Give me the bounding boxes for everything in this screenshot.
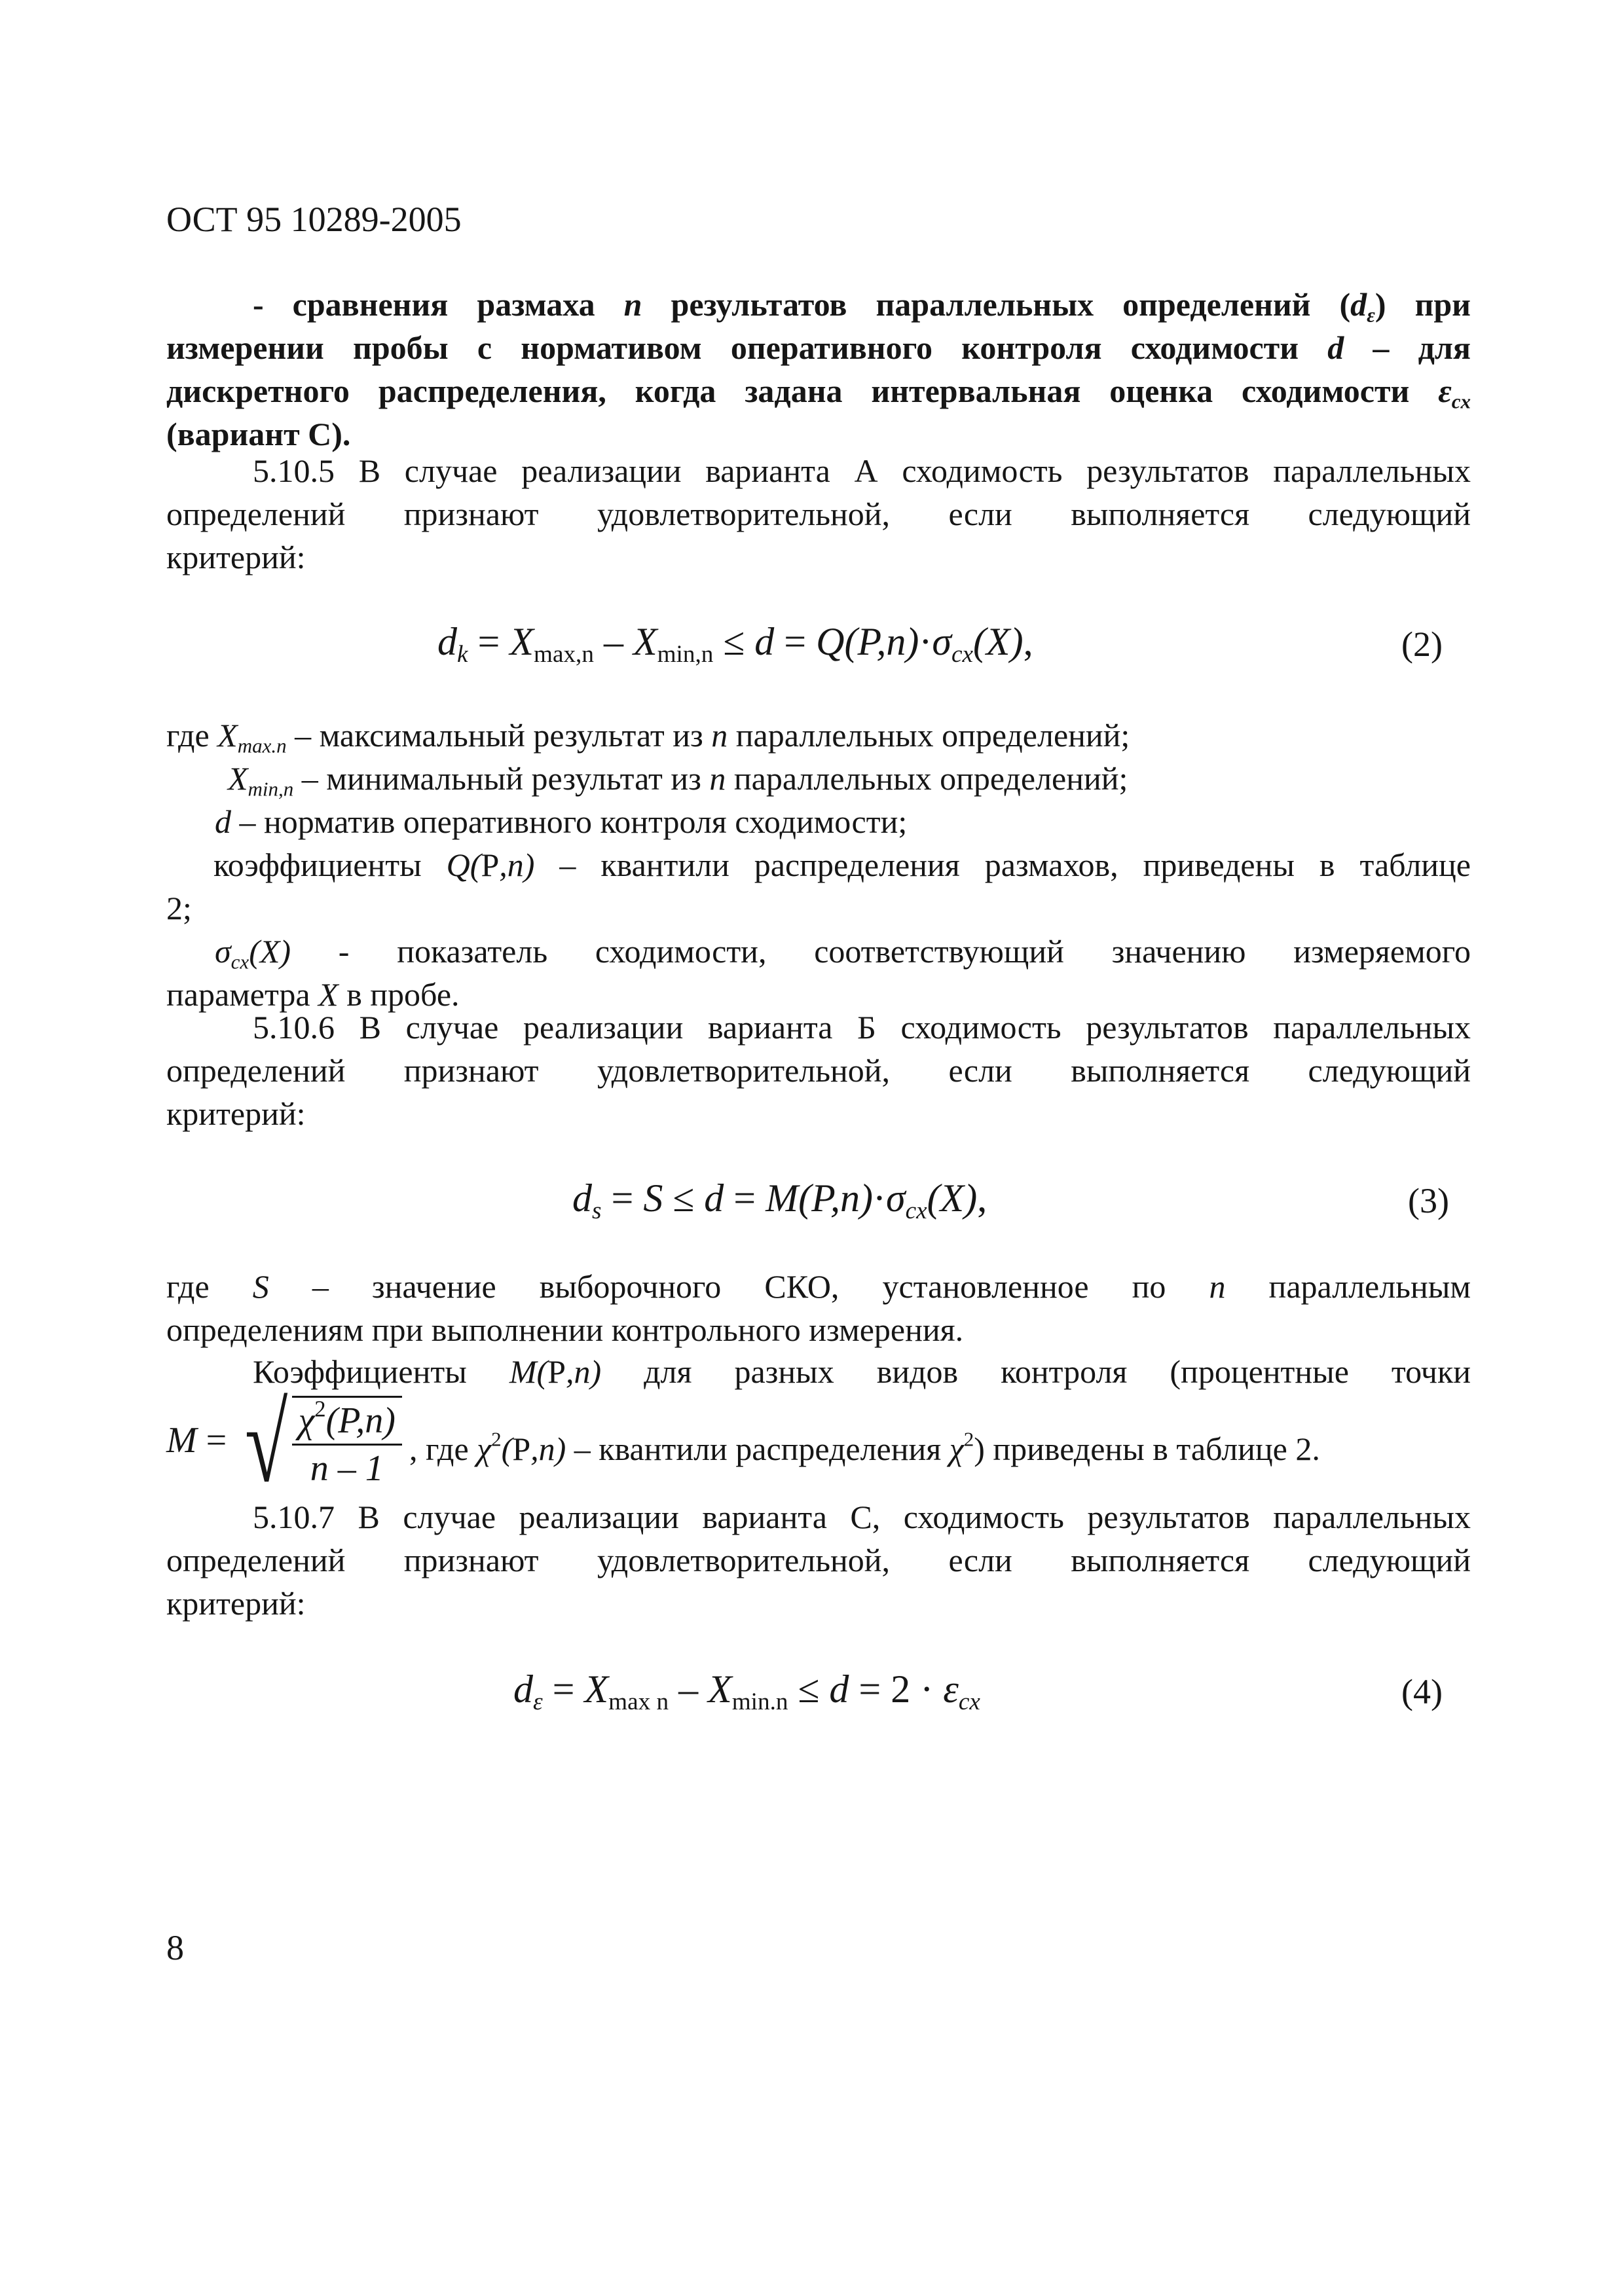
p5105-line-3: критерий: bbox=[166, 539, 306, 575]
formula-2-where bbox=[166, 714, 1471, 1016]
p5107-line-3: критерий: bbox=[166, 1585, 306, 1622]
document-code: ОСТ 95 10289-2005 bbox=[166, 200, 462, 239]
formula-3-where bbox=[166, 1265, 1471, 1351]
p5106-line-2: определений признают удовлетворительной, если выполняется следующий bbox=[166, 1052, 1471, 1089]
intro-line-2: измерении пробы с нормативом оперативного контроля сходимости d – для bbox=[166, 329, 1471, 366]
p5106-line-1: 5.10.6 В случае реализации варианта Б сходимость результатов параллельных bbox=[253, 1009, 1471, 1046]
coef-line-1: Коэффициенты M(P,n) для разных видов контроля (процентные точки bbox=[253, 1353, 1471, 1390]
sqrt-sign-icon: √ bbox=[245, 1382, 288, 1505]
formula-2: $d_k = X_{max,n} - X_{min,n} \le d = Q(P,n)\cdot\sigma_{cx}(X)$, bbox=[437, 620, 1033, 668]
where2-line-3: d – норматив оперативного контроля сходимости; bbox=[215, 803, 908, 840]
intro-line-1: - сравнения размаха n результатов параллельных определений $(d_\varepsilon)$ при bbox=[253, 286, 1471, 327]
p5106-line-3: критерий: bbox=[166, 1095, 306, 1132]
intro-line-3: дискретного распределения, когда задана интервальная оценка сходимости $\varepsilon_{cx}$ bbox=[166, 373, 1471, 413]
paragraph-5-10-6 bbox=[166, 1006, 1471, 1135]
where2-line-6: $\sigma_{cx}(X)$ - показатель сходимости, соответствующий значению измеряемого bbox=[215, 933, 1471, 974]
page-number: 8 bbox=[166, 1928, 184, 1967]
where2-line-1: где $X_{max.n}$ – максимальный результат из n параллельных определений; bbox=[166, 717, 1130, 757]
where3-line-2: определениям при выполнении контрольного измерения. bbox=[166, 1311, 964, 1348]
p5107-line-1: 5.10.7 В случае реализации варианта С, сходимость результатов параллельных bbox=[253, 1499, 1471, 1535]
formula-4-number: (4) bbox=[1401, 1672, 1443, 1711]
where2-line-2: $X_{min,n}$ – минимальный результат из n параллельных определений; bbox=[228, 760, 1128, 801]
formula-m-sqrt: M = √ $\frac{\chi^2(P,n)}{n - 1}$ bbox=[166, 1388, 402, 1499]
paragraph-5-10-5 bbox=[166, 449, 1471, 579]
formula-3-number: (3) bbox=[1408, 1181, 1449, 1220]
formula-2-number: (2) bbox=[1401, 625, 1443, 664]
intro-paragraph bbox=[166, 283, 1471, 456]
formula-4: $d_\varepsilon = X_{max n} - X_{min.n} \le d = 2 \cdot \varepsilon_{cx}$ bbox=[513, 1667, 980, 1716]
coef-line-2: , где $\chi^2(P,n)$ – квантили распределения $\chi^2$) приведены в таблице 2. bbox=[409, 1427, 1320, 1467]
formula-3: $d_s = S \le d = M(P,n)\cdot\sigma_{cx}(X)$, bbox=[572, 1176, 987, 1225]
p5107-line-2: определений признают удовлетворительной, если выполняется следующий bbox=[166, 1542, 1471, 1578]
paragraph-5-10-7 bbox=[166, 1495, 1471, 1625]
where3-line-1: где S – значение выборочного СКО, установленное по n параллельным bbox=[166, 1268, 1471, 1305]
p5105-line-2: определений признают удовлетворительной, если выполняется следующий bbox=[166, 496, 1471, 532]
where2-line-4: коэффициенты Q(P,n) – квантили распределения размахов, приведены в таблице bbox=[213, 847, 1471, 883]
where2-line-7: параметра X в пробе. bbox=[166, 976, 460, 1013]
where2-line-5: 2; bbox=[166, 890, 192, 926]
p5105-line-1: 5.10.5 В случае реализации варианта А сходимость результатов параллельных bbox=[253, 452, 1471, 489]
intro-line-4: (вариант С). bbox=[166, 416, 351, 452]
coefficients-paragraph bbox=[166, 1350, 1471, 1393]
